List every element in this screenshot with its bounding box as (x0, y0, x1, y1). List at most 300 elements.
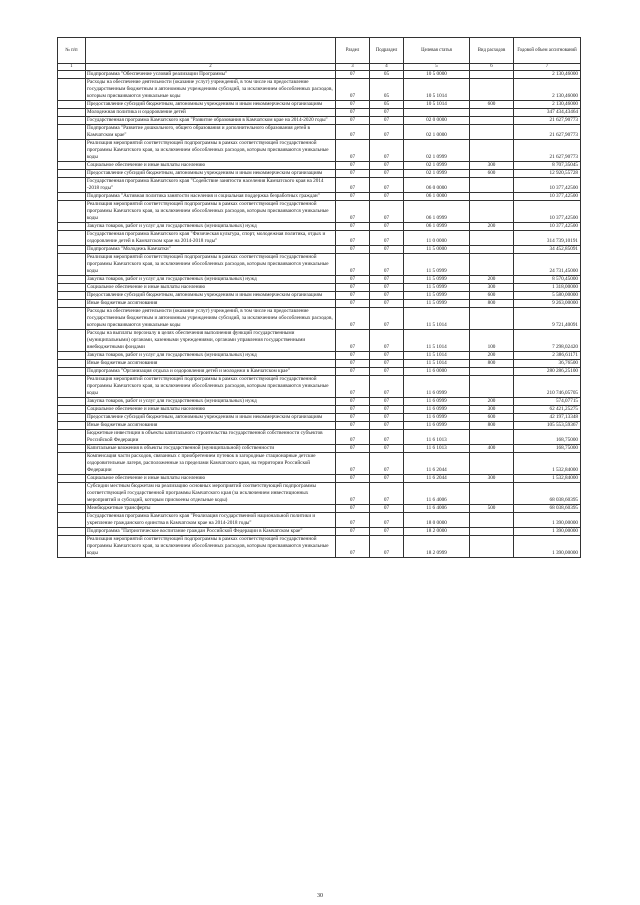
table-row (58, 201, 581, 223)
row-num-cell (58, 201, 86, 223)
cell-sum: 8 707,35045 (514, 162, 581, 170)
cell-vr (470, 254, 514, 276)
cell-cs: 02 1 0000 (404, 125, 470, 140)
cell-rz: 07 (336, 430, 370, 445)
cell-sum: 2 130,46000 (514, 71, 581, 79)
cell-name: Подпрограмма "Патриотическое воспитание граждан Российской Федерации в Камчатском крае" (86, 528, 336, 536)
cell-vr: 300 (470, 162, 514, 170)
row-num-cell (58, 475, 86, 483)
row-num-cell (58, 422, 86, 430)
header-name (86, 38, 336, 64)
table-row (58, 246, 581, 254)
cell-sum: 10 377,42500 (514, 178, 581, 193)
cell-vr (470, 140, 514, 162)
row-num-cell (58, 406, 86, 414)
cell-name: Закупка товаров, работ и услуг для государственных (муниципальных) нужд (86, 276, 336, 284)
cell-cs: 11 6 1013 (404, 430, 470, 445)
cell-vr (470, 231, 514, 246)
cell-cs: 18 2 0999 (404, 536, 470, 558)
cell-cs: 11 6 4006 (404, 483, 470, 505)
cell-vr: 300 (470, 406, 514, 414)
table-row (58, 178, 581, 193)
cell-sum: 7 298,02420 (514, 330, 581, 352)
index-cell: 6 (470, 64, 514, 71)
cell-pr: 07 (370, 352, 404, 360)
cell-pr: 07 (370, 162, 404, 170)
cell-name: Социальное обеспечение и иные выплаты населению (86, 162, 336, 170)
cell-name: Государственная программа Камчатского края "Реализация государственной национальной политики и укрепление гражданского единства в Камчатском крае на 2014-2018 годы" (86, 513, 336, 528)
cell-rz: 07 (336, 368, 370, 376)
header-razdel: Раздел (336, 38, 370, 64)
cell-cs: 18 0 0000 (404, 513, 470, 528)
cell-vr: 300 (470, 284, 514, 292)
table-row (58, 330, 581, 352)
table-row (58, 162, 581, 170)
cell-rz: 07 (336, 170, 370, 178)
row-num-cell (58, 445, 86, 453)
header-num: № п/п (58, 38, 86, 64)
row-num-cell (58, 300, 86, 308)
row-num-cell (58, 254, 86, 276)
cell-sum: 1 390,00000 (514, 513, 581, 528)
cell-vr: 800 (470, 422, 514, 430)
row-num-cell (58, 162, 86, 170)
cell-cs: 11 6 2044 (404, 475, 470, 483)
cell-name: Социальное обеспечение и иные выплаты населению (86, 284, 336, 292)
index-cell: 4 (370, 64, 404, 71)
cell-name: Предоставление субсидий бюджетным, автономным учреждениям и иным некоммерческим организациям (86, 101, 336, 109)
cell-rz: 07 (336, 536, 370, 558)
cell-vr (470, 536, 514, 558)
budget-table-page (57, 37, 580, 558)
cell-rz: 07 (336, 475, 370, 483)
cell-rz: 07 (336, 360, 370, 368)
cell-rz: 07 (336, 117, 370, 125)
cell-vr: 600 (470, 414, 514, 422)
cell-cs: 11 5 0999 (404, 300, 470, 308)
page-number: 30 (317, 893, 323, 899)
table-row (58, 505, 581, 513)
cell-vr: 400 (470, 445, 514, 453)
cell-vr: 800 (470, 300, 514, 308)
table-row (58, 475, 581, 483)
index-cell: 5 (404, 64, 470, 71)
row-num-cell (58, 453, 86, 475)
cell-sum: 36,76500 (514, 360, 581, 368)
cell-rz: 07 (336, 376, 370, 398)
cell-name: Расходы на выплаты персоналу в целях обеспечения выполнения функций государственными (муниципальными) органами, казенными учреждениями, органами управления государственными внебюджетными фондами (86, 330, 336, 352)
header-annual-amount: Годовой объем ассигнований (514, 38, 581, 64)
cell-rz: 07 (336, 231, 370, 246)
table-row (58, 376, 581, 398)
cell-name: Закупка товаров, работ и услуг для государственных (муниципальных) нужд (86, 223, 336, 231)
cell-sum: 68 038,60395 (514, 505, 581, 513)
cell-pr: 05 (370, 79, 404, 101)
cell-cs: 11 5 0999 (404, 284, 470, 292)
table-row (58, 231, 581, 246)
cell-sum: 1 318,00000 (514, 284, 581, 292)
cell-sum: 10 377,42500 (514, 223, 581, 231)
cell-name: Реализация мероприятий соответствующей подпрограммы в рамках соответствующей государственной программы Камчатского края, за исключением обособленных расходов, которым присваиваются уникальные коды (86, 376, 336, 398)
cell-cs: 10 5 1014 (404, 79, 470, 101)
cell-pr: 07 (370, 414, 404, 422)
cell-sum: 10 377,42500 (514, 201, 581, 223)
cell-name: Иные бюджетные ассигнования (86, 360, 336, 368)
cell-cs: 11 5 0999 (404, 292, 470, 300)
cell-vr: 800 (470, 360, 514, 368)
cell-sum: 347 434,43464 (514, 109, 581, 117)
table-row (58, 284, 581, 292)
header-target-article: Целевая статья (404, 38, 470, 64)
cell-name: Межбюджетные трансферты (86, 505, 336, 513)
cell-rz: 07 (336, 79, 370, 101)
cell-cs: 11 6 2044 (404, 453, 470, 475)
cell-pr: 07 (370, 422, 404, 430)
cell-cs: 11 5 1014 (404, 308, 470, 330)
cell-rz: 07 (336, 414, 370, 422)
table-row (58, 513, 581, 528)
cell-sum: 574,07715 (514, 398, 581, 406)
cell-vr (470, 125, 514, 140)
table-row (58, 445, 581, 453)
cell-sum: 210 746,05705 (514, 376, 581, 398)
cell-name: Расходы на обеспечение деятельности (оказание услуг) учреждений, в том числе на предоставление государственным бюджетным и автономным учреждениям субсидий, за исключением обособленных расходов, которым присваиваются уникальные коды (87, 308, 335, 328)
cell-pr: 07 (370, 308, 404, 330)
cell-pr: 07 (370, 368, 404, 376)
cell-sum: 68 038,60395 (514, 483, 581, 505)
row-num-cell (58, 101, 86, 109)
cell-vr: 100 (470, 330, 514, 352)
cell-rz: 07 (336, 308, 370, 330)
cell-pr: 07 (370, 475, 404, 483)
cell-pr: 07 (370, 109, 404, 117)
row-num-cell (58, 352, 86, 360)
cell-name: Молодежная политика и оздоровление детей (86, 109, 336, 117)
cell-pr: 07 (370, 223, 404, 231)
cell-pr: 07 (370, 330, 404, 352)
row-num-cell (58, 125, 86, 140)
cell-vr (470, 483, 514, 505)
cell-cs: 11 5 0999 (404, 276, 470, 284)
cell-pr: 07 (370, 360, 404, 368)
cell-pr: 07 (370, 246, 404, 254)
budget-table (57, 37, 581, 558)
table-row (58, 528, 581, 536)
cell-sum: 12 920,55728 (514, 170, 581, 178)
table-row (58, 398, 581, 406)
table-row (58, 101, 581, 109)
table-row (58, 308, 581, 330)
cell-pr: 07 (370, 284, 404, 292)
row-num-cell (58, 368, 86, 376)
cell-cs: 11 5 1014 (404, 360, 470, 368)
table-row (58, 170, 581, 178)
row-num-cell (58, 276, 86, 284)
cell-cs: 02 0 0000 (404, 117, 470, 125)
cell-pr: 07 (370, 528, 404, 536)
cell-vr (470, 368, 514, 376)
cell-cs: 02 1 0999 (404, 140, 470, 162)
cell-sum: 1 532,84000 (514, 453, 581, 475)
cell-vr (470, 193, 514, 201)
cell-name: Реализация мероприятий соответствующей подпрограммы в рамках соответствующей государственной программы Камчатского края, за исключением обособленных расходов, которым присваиваются уникальные коды (86, 536, 336, 558)
cell-rz: 07 (336, 453, 370, 475)
row-num-cell (58, 140, 86, 162)
row-num-cell (58, 430, 86, 445)
table-row (58, 71, 581, 79)
cell-rz: 07 (336, 140, 370, 162)
row-num-cell (58, 79, 86, 101)
cell-pr: 07 (370, 231, 404, 246)
cell-rz: 07 (336, 406, 370, 414)
cell-vr (470, 246, 514, 254)
cell-vr (470, 79, 514, 101)
cell-cs: 06 1 0000 (404, 193, 470, 201)
row-num-cell (58, 513, 86, 528)
cell-cs: 10 5 1014 (404, 101, 470, 109)
cell-pr: 05 (370, 71, 404, 79)
row-num-cell (58, 483, 86, 505)
cell-rz: 07 (336, 254, 370, 276)
cell-rz: 07 (336, 223, 370, 231)
index-cell: 3 (336, 64, 370, 71)
cell-vr (470, 117, 514, 125)
cell-rz: 07 (336, 284, 370, 292)
cell-sum: 21 627,90773 (514, 125, 581, 140)
cell-vr: 500 (470, 505, 514, 513)
cell-vr: 300 (470, 475, 514, 483)
table-row (58, 430, 581, 445)
cell-name: Предоставление субсидий бюджетным, автономным учреждениям и иным некоммерческим организациям (86, 414, 336, 422)
cell-cs: 11 5 0000 (404, 246, 470, 254)
table-row (58, 352, 581, 360)
cell-vr (470, 201, 514, 223)
cell-name: Подпрограмма "Организация отдыха и оздоровления детей и молодежи в Камчатском крае" (86, 368, 336, 376)
cell-rz: 07 (336, 193, 370, 201)
cell-vr (470, 71, 514, 79)
table-row (58, 125, 581, 140)
table-row (58, 422, 581, 430)
table-row (58, 360, 581, 368)
row-num-cell (58, 308, 86, 330)
row-num-cell (58, 170, 86, 178)
cell-sum: 21 627,90773 (514, 140, 581, 162)
row-num-cell (58, 360, 86, 368)
row-num-cell (58, 117, 86, 125)
cell-cs: 11 6 0999 (404, 414, 470, 422)
row-num-cell (58, 71, 86, 79)
cell-cs: 10 5 0000 (404, 71, 470, 79)
cell-name: Государственная программа Камчатского края "Физическая культура, спорт, молодежная политика, отдых и оздоровление детей в Камчатском крае на 2014-2018 годы" (86, 231, 336, 246)
cell-vr: 200 (470, 223, 514, 231)
table-header-row (58, 38, 581, 64)
row-num-cell (58, 193, 86, 201)
cell-rz: 07 (336, 246, 370, 254)
cell-sum: 8 570,45000 (514, 276, 581, 284)
cell-cs: 02 1 0999 (404, 162, 470, 170)
cell-rz: 07 (336, 178, 370, 193)
cell-name: Иные бюджетные ассигнования (86, 300, 336, 308)
cell-sum: 21 627,90773 (514, 117, 581, 125)
cell-sum: 24 731,45000 (514, 254, 581, 276)
cell-rz: 07 (336, 276, 370, 284)
cell-sum: 5 580,00000 (514, 292, 581, 300)
cell-rz: 07 (336, 352, 370, 360)
cell-sum: 2 386,61171 (514, 352, 581, 360)
cell-name: Подпрограмма "Обеспечение условий реализации Программы" (86, 71, 336, 79)
cell-vr (470, 308, 514, 330)
cell-rz: 07 (336, 71, 370, 79)
cell-sum: 62 421,25275 (514, 406, 581, 414)
cell-pr: 07 (370, 178, 404, 193)
cell-sum: 1 390,00000 (514, 536, 581, 558)
cell-rz: 07 (336, 162, 370, 170)
table-row (58, 300, 581, 308)
cell-name: Реализация мероприятий соответствующей подпрограммы в рамках соответствующей государственной программы Камчатского края, за исключением обособленных расходов, которым присваиваются уникальные коды (86, 201, 336, 223)
cell-vr (470, 430, 514, 445)
cell-rz: 07 (336, 330, 370, 352)
row-num-cell (58, 246, 86, 254)
cell-sum: 314 739,10191 (514, 231, 581, 246)
cell-name: Бюджетные инвестиции в объекты капитального строительства государственной собственности субъектов Российской Федерации (86, 430, 336, 445)
cell-pr: 07 (370, 254, 404, 276)
cell-name: Реализация мероприятий соответствующей подпрограммы в рамках соответствующей государственной программы Камчатского края, за исключением обособленных расходов, которым присваиваются уникальные коды (86, 140, 336, 162)
cell-pr: 07 (370, 193, 404, 201)
cell-rz: 07 (336, 292, 370, 300)
cell-name: Государственная программа Камчатского края "Развитие образования в Камчатском крае на 2014-2020 годы" (86, 117, 336, 125)
cell-sum: 168,75000 (514, 445, 581, 453)
cell-name: Социальное обеспечение и иные выплаты населению (86, 406, 336, 414)
cell-vr (470, 376, 514, 398)
cell-rz: 07 (336, 398, 370, 406)
table-row (58, 483, 581, 505)
cell-pr: 07 (370, 292, 404, 300)
row-num-cell (58, 376, 86, 398)
cell-vr: 200 (470, 398, 514, 406)
cell-vr: 600 (470, 292, 514, 300)
cell-vr: 200 (470, 352, 514, 360)
cell-name: Капитальные вложения в объекты государственной (муниципальной) собственности (86, 445, 336, 453)
cell-rz: 07 (336, 422, 370, 430)
table-row (58, 368, 581, 376)
cell-rz: 07 (336, 528, 370, 536)
table-row (58, 109, 581, 117)
table-row (58, 276, 581, 284)
table-row (58, 536, 581, 558)
row-num-cell (58, 109, 86, 117)
table-row (58, 223, 581, 231)
cell-name: Подпрограмма "Развитие дошкольного, общего образования и дополнительного образования детей в Камчатском крае" (86, 125, 336, 140)
table-row (58, 292, 581, 300)
cell-pr: 07 (370, 398, 404, 406)
cell-pr: 07 (370, 483, 404, 505)
cell-rz: 07 (336, 513, 370, 528)
cell-pr: 07 (370, 536, 404, 558)
row-num-cell (58, 414, 86, 422)
cell-name: Реализация мероприятий соответствующей подпрограммы в рамках соответствующей государственной программы Камчатского края, за исключением обособленных расходов, которым присваиваются уникальные коды (86, 254, 336, 276)
index-cell: 1 (58, 64, 86, 71)
cell-cs (404, 109, 470, 117)
row-num-cell (58, 284, 86, 292)
table-row (58, 453, 581, 475)
table-row (58, 117, 581, 125)
cell-name: Закупка товаров, работ и услуг для государственных (муниципальных) нужд (86, 398, 336, 406)
cell-pr: 07 (370, 505, 404, 513)
cell-pr: 07 (370, 300, 404, 308)
cell-pr: 07 (370, 376, 404, 398)
row-num-cell (58, 223, 86, 231)
cell-rz: 07 (336, 505, 370, 513)
cell-cs: 11 6 4006 (404, 505, 470, 513)
cell-cs: 11 6 1013 (404, 445, 470, 453)
cell-pr: 07 (370, 276, 404, 284)
cell-rz: 07 (336, 101, 370, 109)
cell-rz: 07 (336, 483, 370, 505)
header-podrazdel: Подраздел (370, 38, 404, 64)
cell-pr: 07 (370, 125, 404, 140)
cell-rz: 07 (336, 445, 370, 453)
table-row (58, 406, 581, 414)
header-expense-type: Вид расходов (470, 38, 514, 64)
cell-sum: 34 452,85091 (514, 246, 581, 254)
cell-rz: 07 (336, 300, 370, 308)
cell-vr: 200 (470, 276, 514, 284)
cell-pr: 07 (370, 170, 404, 178)
cell-cs: 06 1 0999 (404, 223, 470, 231)
row-num-cell (58, 292, 86, 300)
cell-cs: 11 6 0000 (404, 368, 470, 376)
cell-name: Расходы на обеспечение деятельности (оказание услуг) учреждений, в том числе на предоставление государственным бюджетным и автономным учреждениям субсидий, за исключением обособленных расходов, которым присваиваются уникальные коды (87, 79, 335, 99)
cell-sum: 10 377,42500 (514, 193, 581, 201)
cell-vr (470, 453, 514, 475)
cell-name: Субсидии местным бюджетам на реализацию основных мероприятий соответствующей подпрограммы соответствующей государственной программы Камчатского края (за исключением инвестиционных мероприятий и субсидий, которым присвоены отдельные коды) (86, 483, 336, 505)
cell-name: Предоставление субсидий бюджетным, автономным учреждениям и иным некоммерческим организациям (86, 292, 336, 300)
cell-pr: 05 (370, 101, 404, 109)
cell-vr: 600 (470, 170, 514, 178)
cell-name: Иные бюджетные ассигнования (86, 422, 336, 430)
cell-sum: 2 130,46000 (514, 101, 581, 109)
cell-cs: 02 1 0999 (404, 170, 470, 178)
cell-pr: 07 (370, 430, 404, 445)
cell-sum: 1 532,84000 (514, 475, 581, 483)
table-row (58, 193, 581, 201)
cell-pr: 07 (370, 453, 404, 475)
cell-sum: 280 286,25100 (514, 368, 581, 376)
table-row (58, 79, 581, 101)
cell-name: Подпрограмма "Активная политика занятости населения и социальная поддержка безработных граждан" (86, 193, 336, 201)
cell-cs: 06 0 0000 (404, 178, 470, 193)
cell-name: Закупка товаров, работ и услуг для государственных (муниципальных) нужд (86, 352, 336, 360)
cell-pr: 07 (370, 117, 404, 125)
cell-pr: 07 (370, 513, 404, 528)
cell-cs: 11 0 0000 (404, 231, 470, 246)
cell-name: Компенсация части расходов, связанных с приобретением путевок в загородные стационарные детские оздоровительные лагеря, расположенные за пределами Камчатского края, на территории Российской Федерации (86, 453, 336, 475)
cell-cs: 11 6 0999 (404, 398, 470, 406)
row-num-cell (58, 330, 86, 352)
cell-sum: 42 197,13348 (514, 414, 581, 422)
row-num-cell (58, 398, 86, 406)
cell-cs: 11 5 0999 (404, 254, 470, 276)
table-body (58, 71, 581, 558)
cell-sum: 105 553,59367 (514, 422, 581, 430)
cell-sum: 2 130,46000 (514, 79, 581, 101)
cell-vr: 600 (470, 101, 514, 109)
row-num-cell (58, 231, 86, 246)
table-index-row (58, 64, 581, 71)
cell-name: Предоставление субсидий бюджетным, автономным учреждениям и иным некоммерческим организациям (86, 170, 336, 178)
row-num-cell (58, 505, 86, 513)
cell-sum: 1 390,00000 (514, 528, 581, 536)
